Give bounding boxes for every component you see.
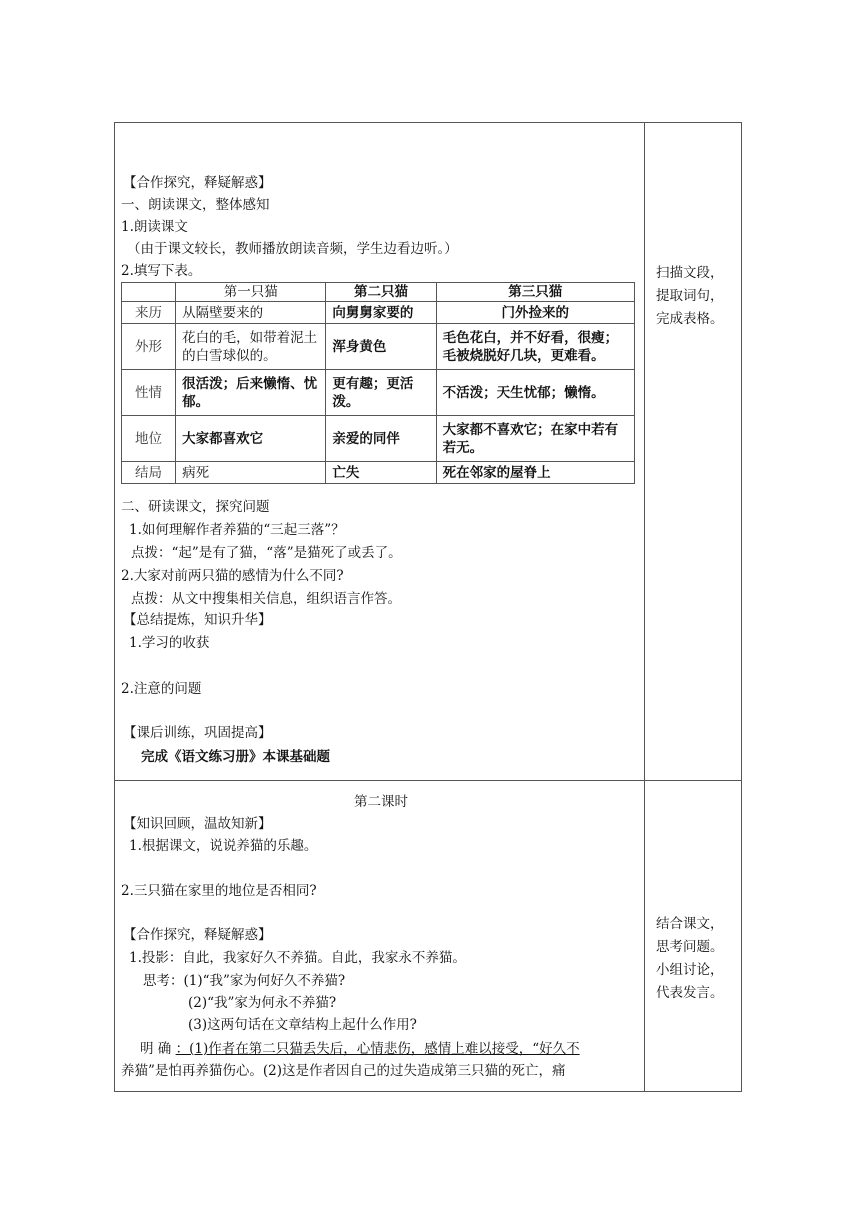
lesson-title: 第二课时	[354, 794, 408, 810]
table-header-cell: 第三只猫	[436, 283, 634, 302]
answer-text: ：(1)作者在第二只猫丢失后，心情悲伤，感情上难以接受，“好久不	[175, 1041, 580, 1057]
subheading: 二、研读课文，探究问题	[121, 499, 270, 515]
row-divider	[114, 780, 742, 781]
table-header-cell: 第一只猫	[176, 283, 326, 302]
think-question: (3)这两句话在文章结构上起什么作用?	[188, 1017, 417, 1033]
table-cell: 门外捡来的	[436, 302, 634, 324]
table-cell: 很活泼；后来懒惰、忧郁。	[176, 370, 326, 416]
item: 2.注意的问题	[121, 681, 202, 697]
practice-task: 完成《语文练习册》本课基础题	[141, 749, 330, 765]
projection: 1.投影：自此，我家好久不养猫。自此，我家永不养猫。	[129, 950, 466, 966]
item: 2.填写下表。	[121, 263, 202, 279]
table-cell: 花白的毛，如带着泥土的白雪球似的。	[176, 324, 326, 370]
answer-label: 明 确	[140, 1041, 176, 1057]
table-cell: 亡失	[326, 462, 436, 484]
answer-line: 养猫”是怕再养猫伤心。(2)这是作者因自己的过失造成第三只猫的死亡，痛	[121, 1063, 566, 1079]
table-header-row	[122, 283, 635, 302]
item: 1.根据课文，说说养猫的乐趣。	[129, 838, 318, 854]
question: 2.大家对前两只猫的感情为什么不同?	[121, 568, 344, 584]
table-cell: 毛色花白，并不好看，很瘦；毛被烧脱好几块，更难看。	[436, 324, 634, 370]
table-cell: 不活泼；天生忧郁；懒惰。	[436, 370, 634, 416]
cats-table	[121, 282, 635, 484]
section-heading: 【知识回顾，温故知新】	[123, 816, 272, 832]
table-header-cell	[122, 283, 176, 302]
hint: 点拨：从文中搜集相关信息，组织语言作答。	[131, 591, 401, 607]
section-heading: 【课后训练，巩固提高】	[123, 725, 272, 741]
table-cell: 浑身黄色	[326, 324, 436, 370]
table-cell: 亲爱的同伴	[326, 416, 436, 462]
side-note-2	[656, 913, 736, 1005]
row-label: 性情	[122, 370, 176, 416]
row-label: 地位	[122, 416, 176, 462]
table-row	[122, 416, 635, 462]
table-cell: 大家都喜欢它	[176, 416, 326, 462]
section-heading: 【合作探究，释疑解惑】	[123, 927, 272, 943]
answer-line	[140, 1040, 580, 1058]
section-heading: 【合作探究，释疑解惑】	[123, 175, 272, 191]
table-row	[122, 462, 635, 484]
side-note-line: 思考问题。	[656, 939, 724, 955]
row-label: 结局	[122, 462, 176, 484]
hint: 点拨：“起”是有了猫，“落”是猫死了或丢了。	[131, 545, 402, 561]
item: 1.朗读课文	[121, 219, 188, 235]
table-header-cell: 第二只猫	[326, 283, 436, 302]
question: 1.如何理解作者养猫的“三起三落”？	[129, 522, 345, 538]
table-cell: 大家都不喜欢它；在家中若有若无。	[436, 416, 634, 462]
row-label: 外形	[122, 324, 176, 370]
table-row	[122, 370, 635, 416]
side-note-1	[656, 262, 736, 331]
table-row	[122, 324, 635, 370]
table-cell: 病死	[176, 462, 326, 484]
section-heading: 【总结提炼，知识升华】	[123, 612, 272, 628]
column-divider	[644, 122, 645, 1092]
side-note-line: 代表发言。	[656, 985, 724, 1001]
table-cell: 死在邻家的屋脊上	[436, 462, 634, 484]
table-cell: 更有趣；更活泼。	[326, 370, 436, 416]
note: （由于课文较长，教师播放朗读音频，学生边看边听。）	[127, 241, 458, 257]
row-label: 来历	[122, 302, 176, 324]
table-cell: 从隔壁要来的	[176, 302, 326, 324]
side-note-line: 结合课文，	[656, 916, 724, 932]
side-note-line: 提取词句，	[656, 288, 724, 304]
item: 2.三只猫在家里的地位是否相同?	[121, 883, 317, 899]
table-row	[122, 302, 635, 324]
side-note-line: 小组讨论，	[656, 962, 724, 978]
side-note-line: 完成表格。	[656, 311, 724, 327]
side-note-line: 扫描文段，	[656, 265, 724, 281]
think-question: 思考：(1)“我”家为何好久不养猫?	[143, 973, 346, 989]
think-question: (2)“我”家为何永不养猫?	[188, 995, 337, 1011]
item: 1.学习的收获	[129, 635, 210, 651]
subheading: 一、朗读课文，整体感知	[121, 197, 270, 213]
table-cell: 向舅舅家要的	[326, 302, 436, 324]
